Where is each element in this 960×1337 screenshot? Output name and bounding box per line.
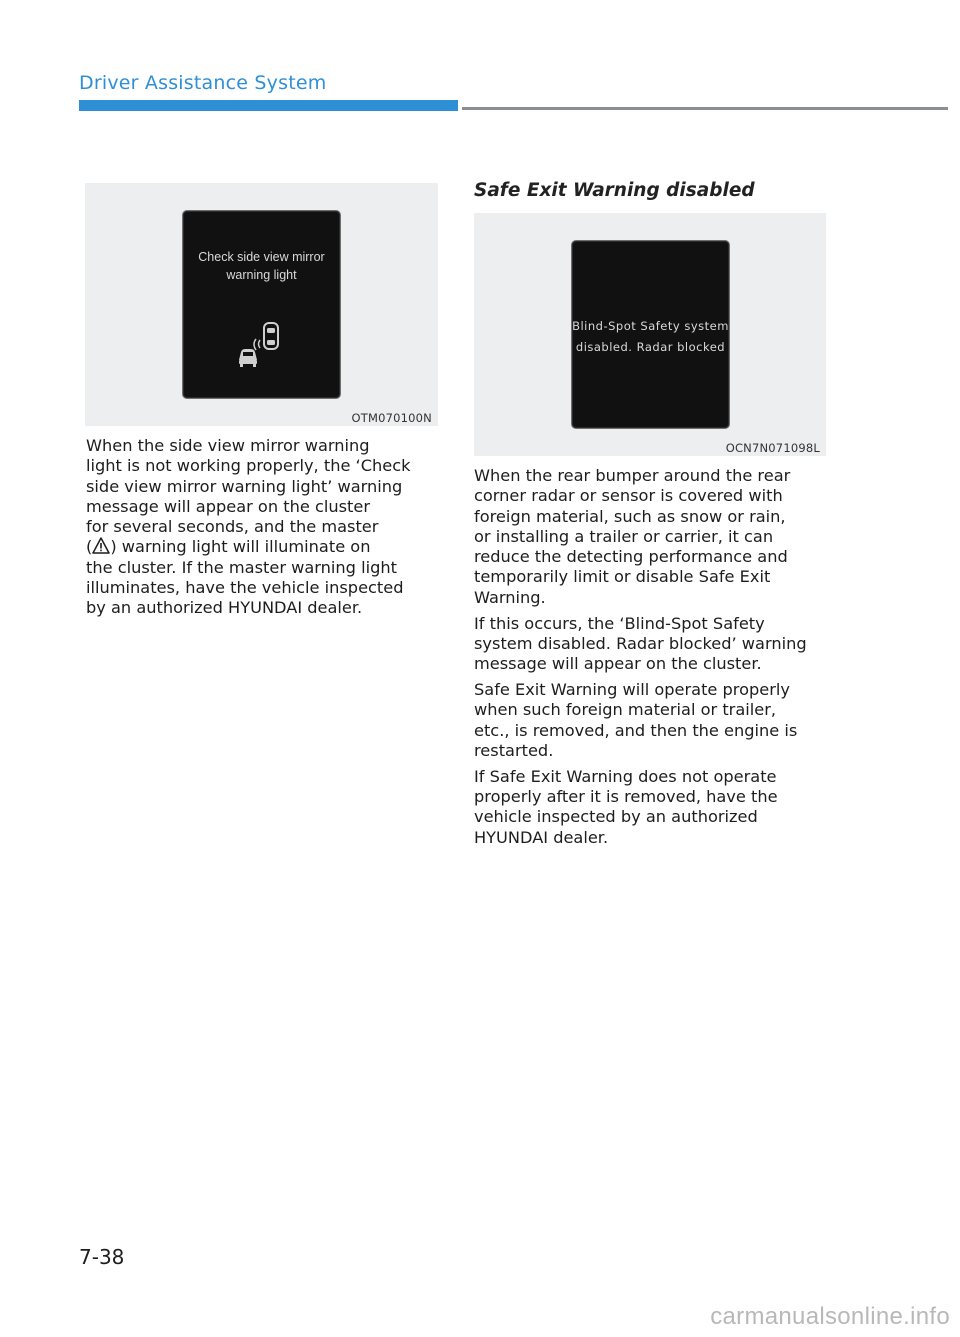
figure-radar-blocked: [474, 213, 826, 456]
paragraph: When the rear bumper around the rear corner radar or sensor is covered with foreign material, such as snow or rain, or installing a trailer or carrier, it can reduce the detecting performance and temporarily limit or disable Safe Exit Warning.: [474, 466, 791, 607]
figure-side-mirror-warning: [85, 183, 438, 426]
paragraph-text: ) warning light will illuminate on the cluster. If the master warning light illuminates, have the vehicle inspected by an authorized HYUNDAI dealer.: [86, 537, 404, 618]
paragraph-text: When the side view mirror warning light is not working properly, the ‘Check side view mirror warning light’ warning message will appear on the cluster for several seconds, and the master (: [86, 436, 411, 557]
cluster-display: [571, 240, 730, 429]
cluster-display: [182, 210, 341, 399]
paragraph: [86, 436, 438, 619]
section-header-title: Driver Assistance System: [79, 72, 327, 94]
section-heading: Safe Exit Warning disabled: [474, 180, 755, 201]
figure-code: OTM070100N: [351, 411, 432, 425]
paragraph: If this occurs, the ‘Blind-Spot Safety system disabled. Radar blocked’ warning message will appear on the cluster.: [474, 613, 807, 674]
blind-spot-vehicle-icon: [235, 320, 285, 370]
master-warning-triangle-icon: [92, 537, 110, 554]
cluster-message: Check side view mirror warning light: [198, 250, 325, 282]
figure-code: OCN7N071098L: [725, 441, 820, 455]
header-rule: [462, 107, 948, 110]
watermark: carmanualsonline.info: [710, 1303, 950, 1330]
page-number: 7-38: [79, 1245, 125, 1269]
column-right-text: [474, 466, 834, 853]
cluster-message: Blind-Spot Safety system disabled. Radar blocked: [572, 319, 729, 354]
paragraph: If Safe Exit Warning does not operate properly after it is removed, have the vehicle inspected by an authorized HYUNDAI dealer.: [474, 766, 778, 847]
paragraph: Safe Exit Warning will operate properly when such foreign material or trailer, etc., is removed, and then the engine is restarted.: [474, 679, 798, 760]
header-rule-accent: [79, 100, 458, 111]
column-left-text: [86, 436, 438, 624]
